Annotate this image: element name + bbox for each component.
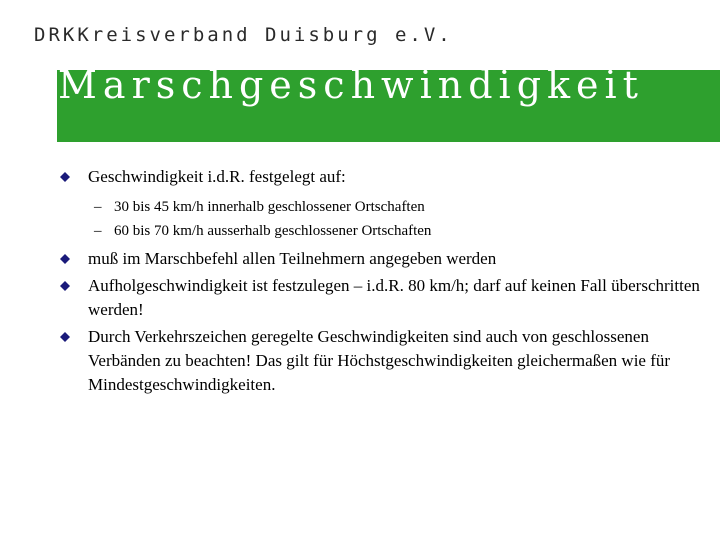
sub-list-item [60,195,700,219]
sub-item-text: 60 bis 70 km/h ausserhalb geschlossener Ortschaften [114,223,432,239]
dash-marker: – [94,223,102,239]
bullet-text: Durch Verkehrszeichen geregelte Geschwindigkeiten sind auch von geschlossenen Verbänden zu beachten! Das gilt für Höchstgeschwindigkeiten gleichermaßen wie für Mindestgeschwindigkeiten. [88,327,671,394]
bullet-item [60,325,700,397]
slide-title: Marschgeschwindigkeit [58,63,644,107]
bullet-item [60,165,700,189]
bullet-item [60,274,700,322]
dash-marker: – [94,199,102,215]
bullet-text: Aufholgeschwindigkeit ist festzulegen – i.d.R. 80 km/h; darf auf keinen Fall überschritten werden! [88,276,700,319]
organization-header: DRKKreisverband Duisburg e.V. [34,24,453,46]
sub-list [60,195,700,243]
slide-content [60,165,700,400]
bullet-item [60,247,700,271]
bullet-text: muß im Marschbefehl allen Teilnehmern angegeben werden [88,249,497,268]
sub-item-text: 30 bis 45 km/h innerhalb geschlossener Ortschaften [114,199,425,215]
diamond-bullet-icon [60,172,70,182]
diamond-bullet-icon [60,254,70,264]
diamond-bullet-icon [60,332,70,342]
bullet-text: Geschwindigkeit i.d.R. festgelegt auf: [88,167,346,186]
sub-list-item [60,219,700,243]
diamond-bullet-icon [60,281,70,291]
